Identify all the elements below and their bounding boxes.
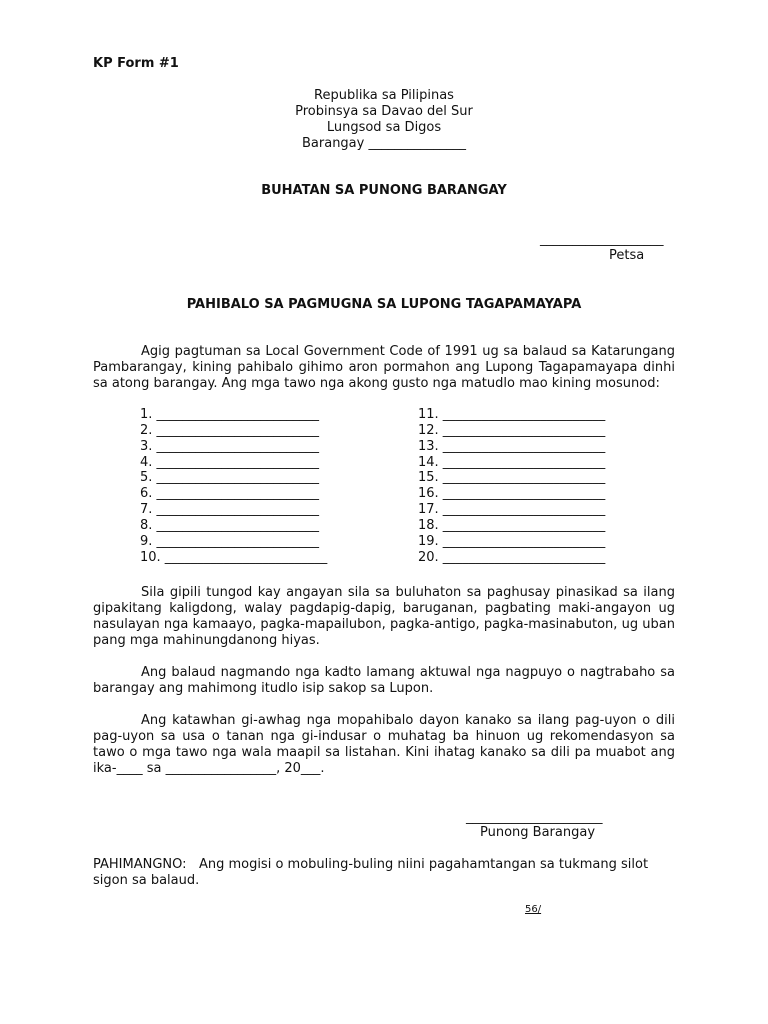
header-country: Republika sa Pilipinas bbox=[314, 88, 454, 103]
notice-title: PAHIBALO SA PAGMUGNA SA LUPONG TAGAPAMAYAPA bbox=[186, 297, 582, 312]
date-label: Petsa bbox=[609, 248, 645, 263]
list-item: 19. _________________________ bbox=[418, 534, 606, 549]
list-item: 4. _________________________ bbox=[140, 455, 320, 470]
list-item: 2. _________________________ bbox=[140, 423, 320, 438]
list-item: 15. _________________________ bbox=[418, 470, 606, 485]
residency-paragraph bbox=[93, 665, 675, 697]
comments-paragraph bbox=[93, 713, 675, 777]
comments-paragraph-text: Ang katawhan gi-awhag nga mopahibalo dayon kanako sa ilang pag-uyon o dili pag-uyon sa usa o tanan nga gi-indusar o muhatag ba hinuon ug rekomendasyon sa tawo o mga tawo nga wala maapil sa listahan. Kini ihatag kanako sa dili pa muabot ang ika-____ sa _________________, 20___. bbox=[93, 713, 675, 776]
signature-label: Punong Barangay bbox=[480, 825, 596, 840]
list-item: 16. _________________________ bbox=[418, 486, 606, 501]
warning-note bbox=[93, 857, 675, 889]
list-item: 18. _________________________ bbox=[418, 518, 606, 533]
qualifications-paragraph bbox=[93, 585, 675, 649]
list-item: 12. _________________________ bbox=[418, 423, 606, 438]
list-item: 13. _________________________ bbox=[418, 439, 606, 454]
warning-text: Ang mogisi o mobuling-buling niini pagahamtangan sa tukmang silot sigon sa balaud. bbox=[93, 857, 649, 888]
list-item: 17. _________________________ bbox=[418, 502, 606, 517]
list-item: 10. _________________________ bbox=[140, 550, 328, 565]
list-item: 5. _________________________ bbox=[140, 470, 320, 485]
header-city: Lungsod sa Digos bbox=[326, 120, 442, 135]
signature-line: _____________________ bbox=[466, 810, 603, 825]
list-item: 11. _________________________ bbox=[418, 407, 606, 422]
office-title: BUHATAN SA PUNONG BARANGAY bbox=[261, 183, 507, 198]
intro-paragraph-text: Agig pagtuman sa Local Government Code of 1991 ug sa balaud sa Katarungang Pambarangay, kining pahibalo gihimo aron pormahon ang Lupong Tagapamayapa dinhi sa atong barangay. Ang mga tawo nga akong gusto nga matudlo mao kining mosunod: bbox=[93, 344, 675, 391]
form-label: KP Form #1 bbox=[93, 56, 179, 71]
residency-paragraph-text: Ang balaud nagmando nga kadto lamang aktuwal nga nagpuyo o nagtrabaho sa barangay ang mahimong itudlo isip sakop sa Lupon. bbox=[93, 665, 675, 696]
qualifications-paragraph-text: Sila gipili tungod kay angayan sila sa buluhaton sa paghusay pinasikad sa ilang gipakitang kaligdong, walay pagdapig-dapig, baruganan, pagbating maki-angayon ug nasulayan nga kamaayo, pagka-mapailubon, pagka-antigo, pagka-masinabuton, ug uban pang mga mahinungdanong hiyas. bbox=[93, 585, 675, 648]
list-item: 14. _________________________ bbox=[418, 455, 606, 470]
page-number: 56/ bbox=[525, 904, 542, 915]
warning-label: PAHIMANGNO: bbox=[93, 857, 187, 872]
intro-paragraph bbox=[93, 344, 675, 392]
list-item: 9. _________________________ bbox=[140, 534, 320, 549]
list-item: 1. _________________________ bbox=[140, 407, 320, 422]
list-item: 7. _________________________ bbox=[140, 502, 320, 517]
date-line: ___________________ bbox=[540, 232, 664, 247]
header-barangay: Barangay _______________ bbox=[302, 136, 466, 151]
list-item: 3. _________________________ bbox=[140, 439, 320, 454]
list-item: 6. _________________________ bbox=[140, 486, 320, 501]
list-item: 20. _________________________ bbox=[418, 550, 606, 565]
list-item: 8. _________________________ bbox=[140, 518, 320, 533]
header-province: Probinsya sa Davao del Sur bbox=[295, 104, 473, 119]
